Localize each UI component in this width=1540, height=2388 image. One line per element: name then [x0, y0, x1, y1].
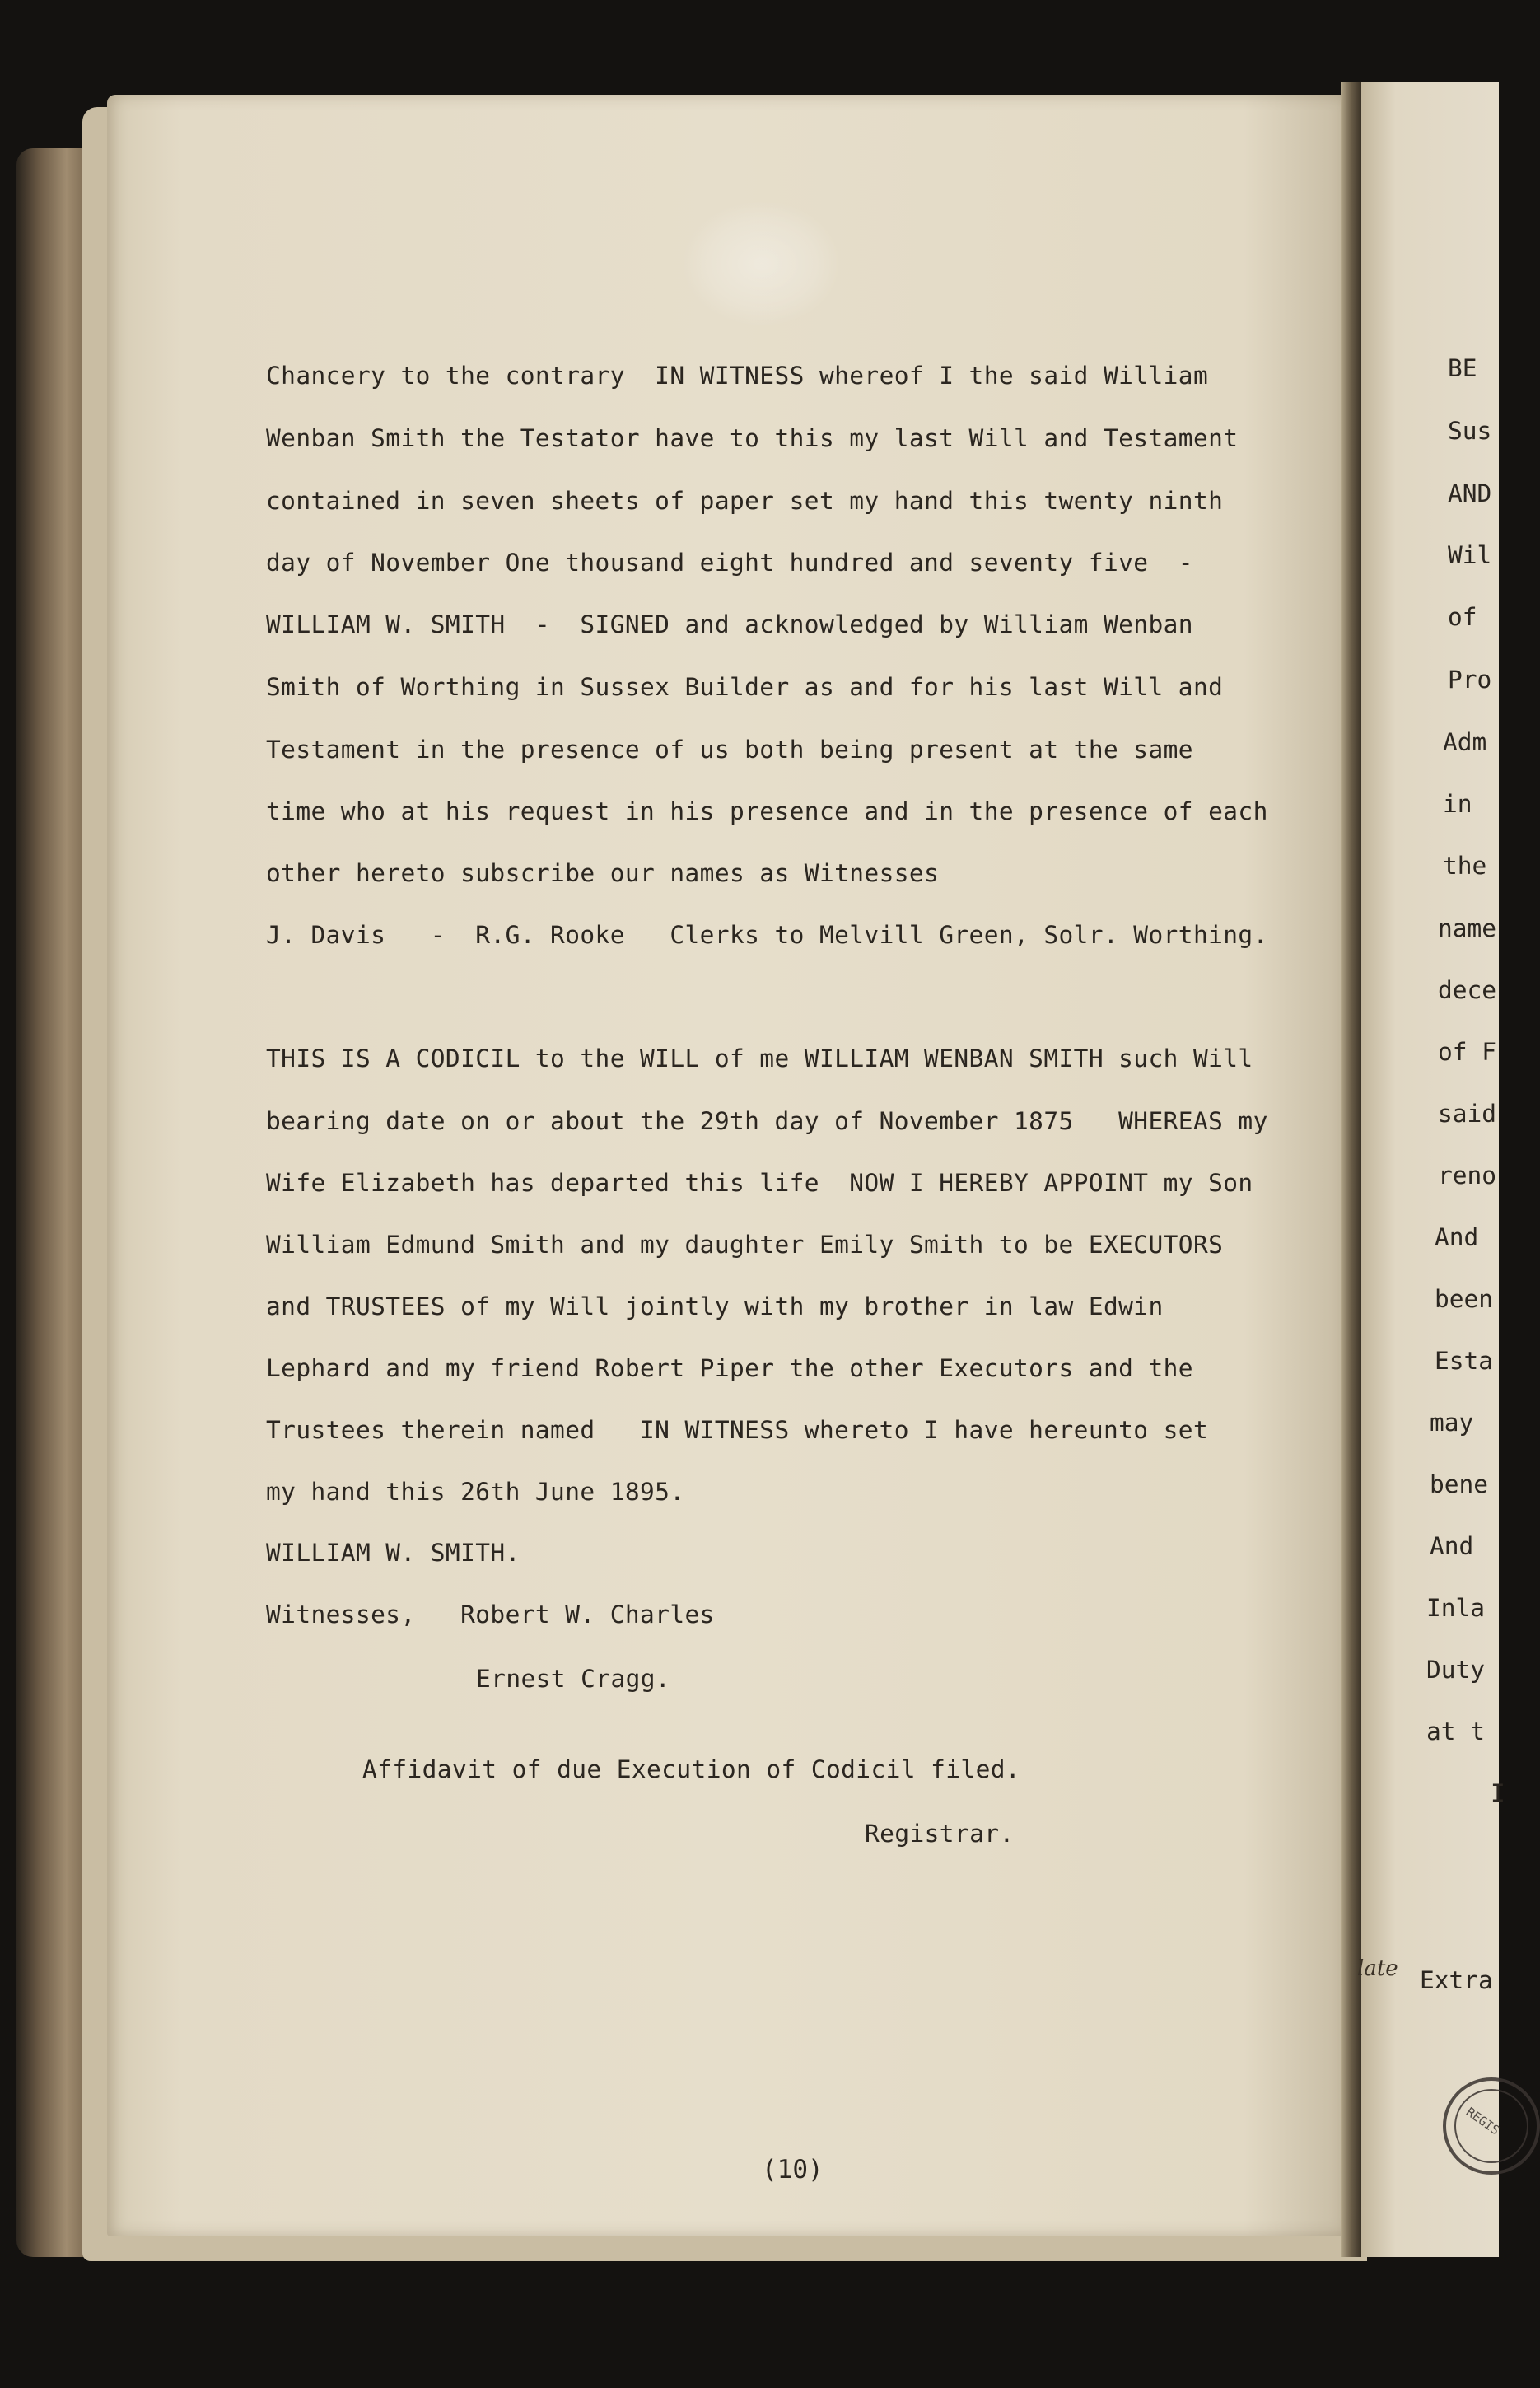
embossed-seal-icon	[684, 202, 840, 325]
facing-text-line: the	[1443, 852, 1487, 880]
facing-text-line: Duty	[1426, 1656, 1486, 1684]
facing-text-line: BE	[1448, 354, 1477, 382]
facing-text-line: in	[1443, 790, 1472, 818]
text-line: Wenban Smith the Testator have to this my last Will and Testament	[266, 424, 1239, 452]
text-line: Wife Elizabeth has departed this life NOW I HEREBY APPOINT my Son	[266, 1169, 1253, 1197]
handwritten-margin-note: late	[1357, 1956, 1398, 1981]
facing-text-line: of F	[1438, 1038, 1497, 1066]
text-line: bearing date on or about the 29th day of November 1875 WHEREAS my	[266, 1107, 1268, 1135]
facing-text-line: dece	[1438, 976, 1497, 1004]
facing-text-line: I	[1491, 1779, 1505, 1807]
text-line: WILLIAM W. SMITH - SIGNED and acknowledged by William Wenban	[266, 610, 1193, 638]
text-line: Smith of Worthing in Sussex Builder as and for his last Will and	[266, 673, 1224, 701]
text-line: William Edmund Smith and my daughter Emily Smith to be EXECUTORS	[266, 1231, 1224, 1259]
document-page	[107, 95, 1342, 2236]
facing-text-line: bene	[1430, 1470, 1489, 1498]
signature-line: WILLIAM W. SMITH.	[266, 1539, 520, 1567]
book-gutter	[1341, 82, 1361, 2257]
facing-text-line: Extra	[1420, 1966, 1493, 1994]
stamp-text: REGIS	[1463, 2104, 1503, 2138]
text-line: Lephard and my friend Robert Piper the other Executors and the	[266, 1354, 1193, 1382]
facing-text-line: And	[1435, 1223, 1479, 1251]
text-line: day of November One thousand eight hundred and seventy five -	[266, 549, 1193, 577]
registrar-label: Registrar.	[865, 1820, 1015, 1848]
facing-text-line: said	[1438, 1100, 1497, 1128]
affidavit-note: Affidavit of due Execution of Codicil filed.	[362, 1755, 1021, 1783]
facing-text-line: Inla	[1426, 1594, 1486, 1622]
facing-text-line: at t	[1426, 1717, 1486, 1745]
facing-text-line: Esta	[1435, 1347, 1494, 1375]
text-line: contained in seven sheets of paper set my hand this twenty ninth	[266, 487, 1224, 515]
facing-text-line: of	[1448, 603, 1477, 631]
text-line: THIS IS A CODICIL to the WILL of me WILLIAM WENBAN SMITH such Will	[266, 1044, 1253, 1072]
page-number: (10)	[762, 2155, 824, 2185]
facing-text-line: may	[1430, 1409, 1474, 1437]
text-line: and TRUSTEES of my Will jointly with my brother in law Edwin	[266, 1292, 1164, 1320]
text-line: Trustees therein named IN WITNESS whereto I have hereunto set	[266, 1416, 1209, 1444]
facing-text-line: AND	[1448, 479, 1492, 507]
witness-name: Ernest Cragg.	[476, 1665, 671, 1693]
text-line: other hereto subscribe our names as Witnesses	[266, 859, 940, 887]
text-line: my hand this 26th June 1895.	[266, 1478, 685, 1506]
facing-text-line: reno	[1438, 1161, 1497, 1189]
facing-text-line: name	[1438, 914, 1497, 942]
facing-text-line: been	[1435, 1285, 1494, 1313]
facing-text-line: Pro	[1448, 666, 1492, 694]
registry-stamp-icon	[1443, 2077, 1540, 2175]
text-line: Chancery to the contrary IN WITNESS whereof I the said William	[266, 362, 1209, 390]
text-line: J. Davis - R.G. Rooke Clerks to Melvill Green, Solr. Worthing.	[266, 921, 1268, 949]
facing-text-line: And	[1430, 1532, 1474, 1560]
witnesses-line: Witnesses, Robert W. Charles	[266, 1601, 715, 1629]
facing-text-line: Sus	[1448, 417, 1492, 445]
text-line: Testament in the presence of us both being present at the same	[266, 736, 1193, 764]
text-line: time who at his request in his presence and in the presence of each	[266, 797, 1268, 825]
facing-text-line: Adm	[1443, 728, 1487, 756]
facing-text-line: Wil	[1448, 541, 1492, 569]
